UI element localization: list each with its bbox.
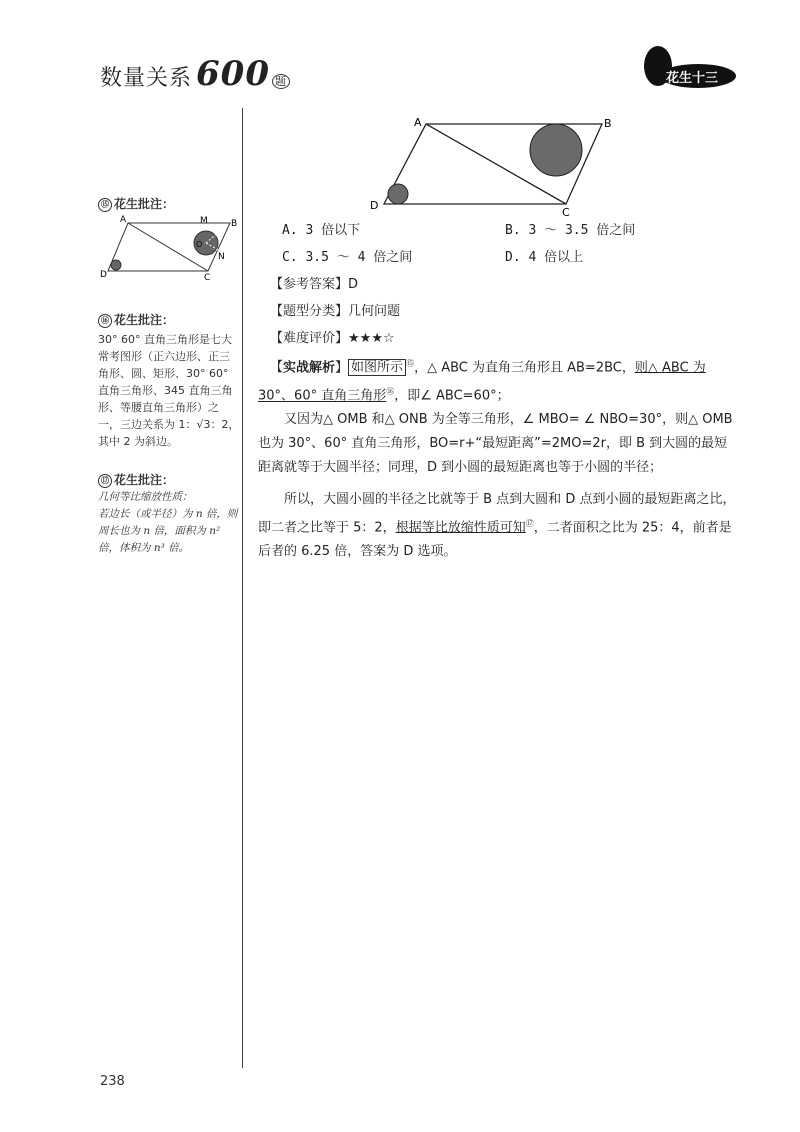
answer-label: 【参考答案】 [270,277,349,292]
point-C: C [562,206,570,216]
main-figure [368,112,618,220]
difficulty-label: 【难度评价】 [270,331,349,346]
sidebar-figure [98,213,240,281]
note-heading: 几何等比缩放性质： [98,491,193,503]
point-B: B [604,117,612,130]
analysis-text: ，即∠ ABC=60°； [394,388,510,404]
label-M: M [200,216,208,226]
label-B: B [231,219,238,229]
note-title: 花生批注： [114,313,175,327]
note-badge: ⑮ [98,198,112,212]
analysis-text: ，二者面积之比为 25：4，前者是后者的 6.25 倍，答案为 D 选项。 [258,520,732,560]
category-value: 几何问题 [348,304,401,319]
point-A: A [414,116,422,129]
label-O: O [196,240,203,249]
option-b: B. 3 ～ 3.5 倍之间 [505,223,636,238]
note-badge: ⑯ [98,314,112,328]
analysis-highlight-4: 根据等比放缩性质可知 [395,520,526,536]
footnote-mark-16: ⑯ [386,387,395,397]
note-text: 30° 60° 直角三角形是七大常考图形（正六边形、正三角形、圆、矩形、30° 60° 直角三角形、345 直角三角形、等腰直角三角形）之一，三边关系为 1：√3：2，其中 2 为斜边。 [98,333,240,448]
sidebar-note-17 [98,472,240,557]
answer-line [270,273,750,292]
note-title: 花生批注： [114,473,175,487]
answer-value: D [348,277,359,292]
peanut-logo [638,44,738,94]
page-number: 238 [100,1074,125,1089]
difficulty-line [270,327,750,346]
analysis-text: 所以，大圆小圆的半径之比就等于 B 点到大圆和 D 点到小圆的最短距离之比，即二者之比等于 5：2， [258,492,736,536]
sidebar-note-15 [98,196,240,286]
category-label: 【题型分类】 [270,304,349,319]
analysis-highlight-1: 如图所示 [348,359,406,376]
category-line [270,300,750,319]
analysis-paragraph-2: 又因为△ OMB 和△ ONB 为全等三角形，∠ MBO= ∠ NBO=30°，则△ OMB 也为 30°、60° 直角三角形，BO=r+“最短距离”=2MO=2r，即 B 到大圆的最短距离就等于大圆半径；同理，D 到小圆的最短距离也等于小圆的半径； [258,412,733,475]
option-d: D. 4 倍以上 [505,250,584,265]
analysis-paragraph-1: 【实战解析】 如图所示 ⑮，△ ABC 为直角三角形且 AB=2BC，则△ ABC 为30°、60° 直角三角形⑯，即∠ ABC=60°； [258,359,706,404]
analysis-highlight-2: 则△ ABC 为 [634,360,706,376]
parallelogram-diagram [368,112,618,216]
note-text: 若边长（或半径）为 n 倍，则周长也为 n 倍，面积为 n² 倍，体积为 n³ 倍。 [98,508,238,554]
logo-text: 花生十三 [666,71,719,86]
analysis-label: 实战解析 [283,360,336,376]
analysis-text: ，△ ABC 为直角三角形且 AB=2BC， [414,360,635,376]
note-title: 花生批注： [114,197,175,211]
label-A: A [120,215,127,225]
analysis-paragraph-3 [258,488,736,564]
option-c: C. 3.5 ～ 4 倍之间 [282,250,413,265]
footnote-mark-15: ⑮ [406,359,415,368]
difficulty-value: ★★★☆ [348,331,395,346]
point-D: D [370,199,379,212]
column-divider [242,108,243,1068]
sidebar-note-16 [98,312,240,450]
note-badge: ⑰ [98,474,112,488]
book-title-text: 数量关系 [100,66,193,91]
label-C: C [204,273,211,281]
label-D: D [100,270,107,280]
book-title-suffix: 题 [272,74,290,89]
footnote-mark-17: ⑰ [525,519,534,528]
label-N: N [218,252,225,262]
book-title [100,54,290,94]
book-title-number: 600 [196,54,270,94]
peanut-logo-icon [638,44,738,94]
option-a: A. 3 倍以下 [282,223,361,238]
analysis-highlight-3: 30°、60° 直角三角形 [258,388,387,404]
